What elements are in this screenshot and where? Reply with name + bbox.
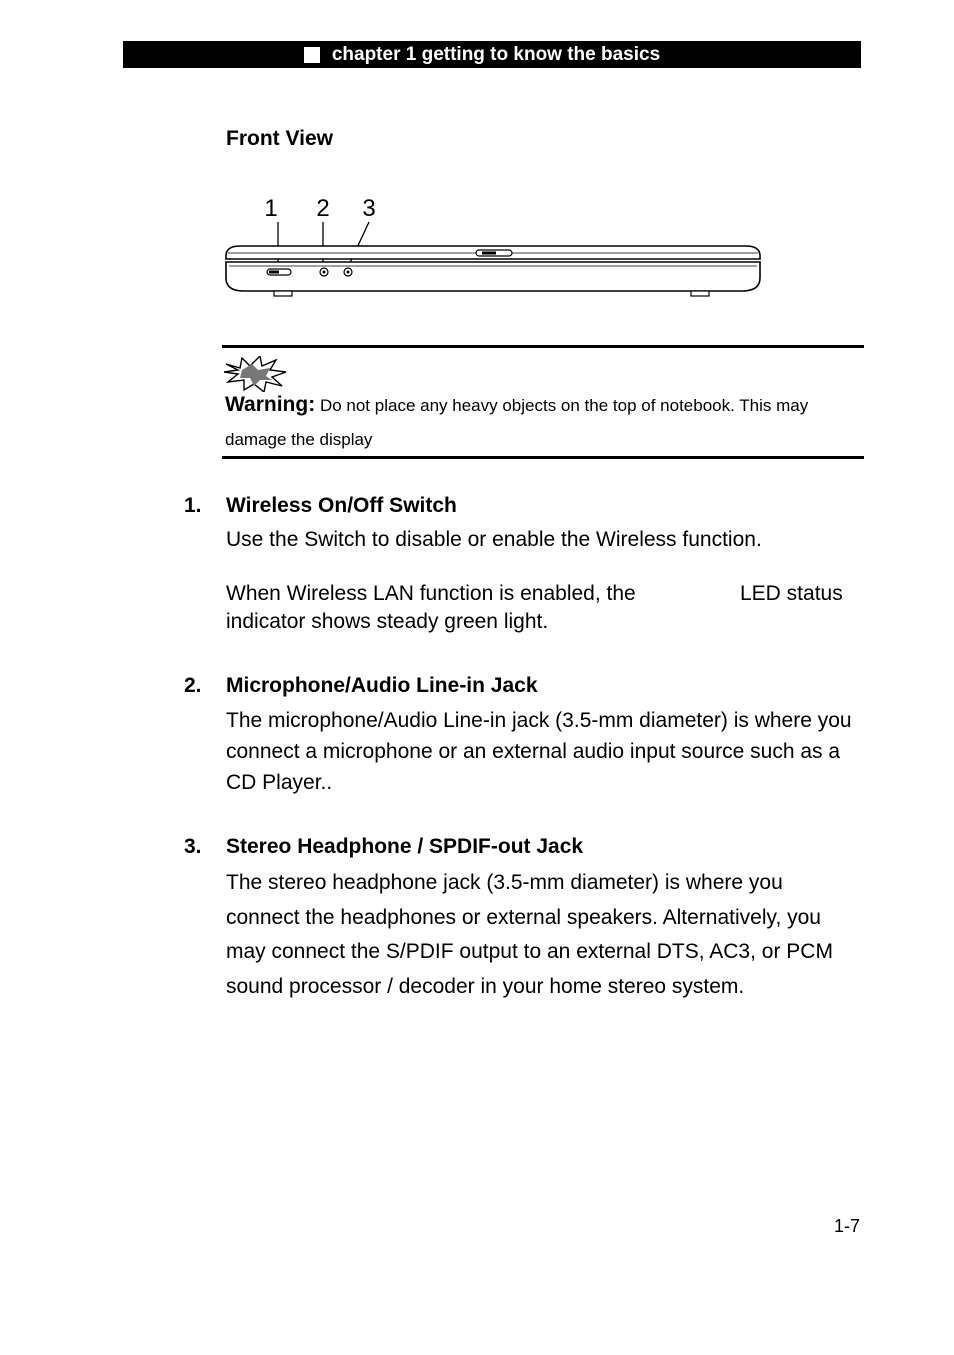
item-1-paragraph-2: When Wireless LAN function is enabled, the [226,582,636,605]
item-number-1: 1. [184,494,202,517]
item-title-microphone-jack: Microphone/Audio Line-in Jack [226,674,538,697]
item-number-3: 3. [184,835,202,858]
warning-text [225,388,860,457]
callout-3: 3 [362,195,376,222]
warning-burst-icon [224,356,288,392]
item-2-paragraph: The microphone/Audio Line-in jack (3.5-mm diameter) is where you connect a microphone or an external audio input source such as a CD Player.. [226,709,852,794]
item-1-paragraph-3: indicator shows steady green light. [226,610,549,633]
notebook-front-view-diagram [220,192,770,302]
item-title-headphone-jack: Stereo Headphone / SPDIF-out Jack [226,835,584,858]
item-1-led-status: LED status [740,582,843,605]
warning-message: Do not place any heavy objects on the top of notebook. This may damage the display [225,396,809,449]
section-title: Front View [226,127,333,150]
item-title-wireless-switch: Wireless On/Off Switch [226,494,457,517]
warning-box [222,345,864,459]
item-number-2: 2. [184,674,202,697]
square-bullet-icon [304,47,320,63]
callout-1: 1 [264,195,278,222]
warning-label: Warning: [225,393,316,416]
chapter-header-bar [123,41,861,68]
item-3-paragraph: The stereo headphone jack (3.5-mm diameter) is where you connect the headphones or external speakers. Alternatively, you may connect the S/PDIF output to an external DTS, AC3, or PCM sound processor / decoder in your home stereo system. [226,871,833,998]
callout-2: 2 [316,195,330,222]
page-number: 1-7 [834,1216,861,1236]
item-1-paragraph-1: Use the Switch to disable or enable the Wireless function. [226,528,762,551]
chapter-title: chapter 1 getting to know the basics [331,43,661,65]
